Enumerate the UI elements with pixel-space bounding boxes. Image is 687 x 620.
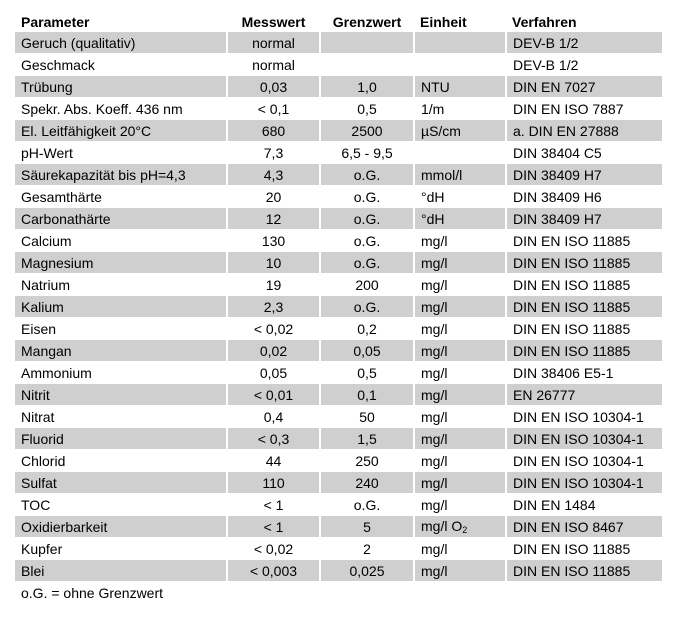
table-row	[15, 274, 662, 296]
cell-grenzwert	[320, 274, 414, 296]
cell-messwert-text: normal	[252, 34, 295, 51]
cell-parameter-text: Kupfer	[21, 540, 63, 557]
table-row	[15, 142, 662, 164]
cell-grenzwert	[320, 186, 414, 208]
cell-messwert	[227, 142, 320, 164]
cell-messwert-text: 0,4	[263, 408, 284, 425]
cell-verfahren	[506, 164, 662, 186]
cell-messwert-text: 12	[265, 210, 282, 227]
cell-messwert-text: 44	[265, 452, 282, 469]
cell-messwert-text: < 0,02	[253, 320, 294, 337]
cell-parameter	[15, 32, 227, 54]
cell-verfahren	[506, 538, 662, 560]
cell-parameter-text: Natrium	[21, 276, 71, 293]
cell-einheit-text: mg/l	[421, 364, 448, 381]
cell-einheit	[414, 494, 506, 516]
table-row	[15, 472, 662, 494]
cell-messwert-text: 2,3	[263, 298, 284, 315]
cell-parameter	[15, 120, 227, 142]
table-row	[15, 32, 662, 54]
cell-verfahren	[506, 296, 662, 318]
cell-grenzwert	[320, 384, 414, 406]
cell-messwert	[227, 450, 320, 472]
cell-grenzwert-text: 50	[359, 408, 375, 425]
cell-einheit	[414, 560, 506, 582]
cell-einheit	[414, 142, 506, 164]
cell-parameter-text: Chlorid	[21, 452, 66, 469]
header-messwert: Messwert	[227, 11, 320, 32]
cell-einheit-text: mg/l	[421, 254, 448, 271]
cell-verfahren	[506, 406, 662, 428]
cell-einheit	[414, 384, 506, 406]
cell-parameter-text: Calcium	[21, 232, 72, 249]
cell-parameter	[15, 274, 227, 296]
cell-verfahren-text: DIN EN ISO 11885	[513, 562, 631, 579]
cell-messwert-text: < 1	[263, 518, 284, 535]
cell-grenzwert-text: 240	[355, 474, 379, 491]
header-verfahren: Verfahren	[506, 11, 662, 32]
cell-parameter	[15, 164, 227, 186]
cell-parameter-text: Gesamthärte	[21, 188, 102, 205]
cell-einheit-text: °dH	[421, 210, 445, 227]
cell-einheit	[414, 428, 506, 450]
cell-messwert	[227, 120, 320, 142]
cell-verfahren-text: DIN EN ISO 7887	[513, 100, 624, 117]
cell-messwert	[227, 76, 320, 98]
cell-einheit	[414, 32, 506, 54]
cell-verfahren-text: DIN 38404 C5	[513, 144, 602, 161]
cell-grenzwert-text: o.G.	[353, 254, 381, 271]
footnote-row	[15, 582, 662, 604]
cell-parameter	[15, 384, 227, 406]
cell-verfahren	[506, 142, 662, 164]
cell-grenzwert-text: 200	[355, 276, 379, 293]
cell-einheit-text: °dH	[421, 188, 445, 205]
cell-parameter-text: TOC	[21, 496, 51, 513]
cell-verfahren-text: DIN EN ISO 11885	[513, 540, 631, 557]
cell-parameter-text: Ammonium	[21, 364, 92, 381]
footnote-empty-cell	[414, 582, 506, 604]
cell-parameter-text: El. Leitfähigkeit 20°C	[21, 122, 152, 139]
table-row	[15, 538, 662, 560]
cell-messwert-text: < 0,3	[257, 430, 290, 447]
cell-einheit	[414, 362, 506, 384]
cell-parameter-text: Geruch (qualitativ)	[21, 34, 136, 51]
cell-verfahren-text: DIN 38406 E5-1	[513, 364, 614, 381]
cell-grenzwert-text: o.G.	[353, 496, 381, 513]
cell-einheit-text: mg/l	[421, 320, 448, 337]
cell-grenzwert-text: o.G.	[353, 232, 381, 249]
table-row	[15, 494, 662, 516]
cell-parameter	[15, 318, 227, 340]
cell-messwert	[227, 560, 320, 582]
cell-messwert	[227, 538, 320, 560]
cell-parameter-text: Magnesium	[21, 254, 94, 271]
cell-verfahren	[506, 208, 662, 230]
cell-parameter-text: Mangan	[21, 342, 72, 359]
table-row	[15, 252, 662, 274]
cell-einheit-text: mg/l	[421, 496, 448, 513]
table-row	[15, 340, 662, 362]
cell-grenzwert-text: 0,5	[357, 364, 377, 381]
cell-verfahren-text: DIN EN ISO 11885	[513, 320, 631, 337]
header-einheit: Einheit	[414, 11, 506, 32]
cell-grenzwert	[320, 340, 414, 362]
cell-messwert-text: < 0,003	[249, 562, 298, 579]
cell-grenzwert	[320, 208, 414, 230]
cell-einheit	[414, 230, 506, 252]
cell-einheit	[414, 76, 506, 98]
cell-messwert	[227, 186, 320, 208]
water-analysis-table-container	[15, 11, 662, 604]
cell-verfahren	[506, 32, 662, 54]
table-row	[15, 384, 662, 406]
cell-einheit-text: mg/l	[421, 276, 448, 293]
cell-verfahren	[506, 252, 662, 274]
cell-grenzwert	[320, 472, 414, 494]
cell-verfahren-text: DIN 38409 H7	[513, 166, 602, 183]
cell-parameter	[15, 296, 227, 318]
cell-messwert	[227, 54, 320, 76]
cell-verfahren-text: DIN 38409 H6	[513, 188, 602, 205]
cell-einheit-subscript: 2	[462, 525, 468, 535]
cell-verfahren	[506, 274, 662, 296]
cell-einheit	[414, 318, 506, 340]
cell-verfahren-text: DEV-B 1/2	[513, 34, 579, 51]
cell-einheit	[414, 450, 506, 472]
cell-messwert-text: < 1	[263, 496, 284, 513]
cell-verfahren	[506, 384, 662, 406]
table-body	[15, 32, 662, 582]
cell-verfahren-text: DIN EN ISO 11885	[513, 254, 631, 271]
cell-parameter	[15, 142, 227, 164]
cell-grenzwert-text: 0,2	[357, 320, 377, 337]
cell-einheit	[414, 472, 506, 494]
cell-messwert	[227, 32, 320, 54]
cell-einheit	[414, 120, 506, 142]
cell-messwert-text: 10	[265, 254, 282, 271]
cell-parameter	[15, 230, 227, 252]
cell-verfahren-text: DEV-B 1/2	[513, 56, 579, 73]
cell-verfahren	[506, 494, 662, 516]
table-row	[15, 230, 662, 252]
cell-grenzwert-text: 2	[363, 540, 371, 557]
cell-einheit-text: mg/l	[421, 342, 448, 359]
cell-verfahren-text: DIN EN ISO 11885	[513, 232, 631, 249]
cell-verfahren	[506, 76, 662, 98]
cell-einheit-text: mg/l	[421, 430, 448, 447]
cell-parameter	[15, 450, 227, 472]
footnote-empty-cell	[227, 582, 320, 604]
cell-verfahren-text: a. DIN EN 27888	[513, 122, 619, 139]
cell-verfahren	[506, 120, 662, 142]
cell-einheit	[414, 538, 506, 560]
cell-messwert-text: < 0,01	[253, 386, 294, 403]
table-row	[15, 76, 662, 98]
cell-parameter	[15, 208, 227, 230]
cell-parameter	[15, 54, 227, 76]
cell-einheit-text: mg/l	[421, 298, 448, 315]
cell-messwert	[227, 340, 320, 362]
cell-grenzwert-text: o.G.	[353, 210, 381, 227]
cell-grenzwert-text: 6,5 - 9,5	[341, 144, 393, 161]
cell-parameter	[15, 560, 227, 582]
cell-parameter-text: Sulfat	[21, 474, 57, 491]
cell-verfahren	[506, 362, 662, 384]
cell-parameter	[15, 494, 227, 516]
cell-einheit-text: mg/l	[421, 452, 448, 469]
cell-verfahren-text: EN 26777	[513, 386, 576, 403]
cell-parameter-text: Spekr. Abs. Koeff. 436 nm	[21, 100, 183, 117]
cell-einheit	[414, 296, 506, 318]
footnote-empty-cell	[320, 582, 414, 604]
water-analysis-table	[15, 11, 662, 604]
cell-verfahren	[506, 340, 662, 362]
table-row	[15, 54, 662, 76]
cell-einheit-text: mg/l	[421, 386, 448, 403]
cell-messwert	[227, 472, 320, 494]
cell-messwert-text: < 0,1	[257, 100, 290, 117]
table-row	[15, 362, 662, 384]
cell-grenzwert-text: 1,5	[357, 430, 377, 447]
cell-verfahren	[506, 516, 662, 538]
cell-parameter	[15, 362, 227, 384]
cell-verfahren	[506, 428, 662, 450]
cell-messwert-text: 7,3	[263, 144, 284, 161]
header-parameter: Parameter	[15, 11, 227, 32]
cell-einheit	[414, 406, 506, 428]
cell-grenzwert-text: 250	[355, 452, 379, 469]
cell-einheit	[414, 186, 506, 208]
cell-grenzwert-text: 1,0	[357, 78, 377, 95]
cell-grenzwert-text: o.G.	[353, 188, 381, 205]
cell-grenzwert-text: 0,5	[357, 100, 377, 117]
cell-einheit	[414, 98, 506, 120]
cell-grenzwert	[320, 76, 414, 98]
cell-verfahren-text: DIN EN 7027	[513, 78, 596, 95]
table-row	[15, 120, 662, 142]
cell-verfahren	[506, 560, 662, 582]
cell-grenzwert	[320, 230, 414, 252]
cell-messwert-text: 4,3	[263, 166, 284, 183]
cell-verfahren-text: DIN EN 1484	[513, 496, 596, 513]
cell-grenzwert-text: 5	[363, 518, 371, 535]
cell-verfahren	[506, 450, 662, 472]
cell-grenzwert-text: 0,1	[357, 386, 377, 403]
cell-parameter-text: Trübung	[21, 78, 73, 95]
footnote: o.G. = ohne Grenzwert	[15, 582, 227, 604]
table-row	[15, 164, 662, 186]
cell-grenzwert	[320, 318, 414, 340]
cell-messwert-text: 20	[265, 188, 282, 205]
cell-messwert-text: 0,02	[259, 342, 288, 359]
cell-parameter-text: Carbonathärte	[21, 210, 111, 227]
cell-verfahren-text: DIN EN ISO 10304-1	[513, 430, 644, 447]
cell-einheit	[414, 164, 506, 186]
cell-parameter-text: Blei	[21, 562, 45, 579]
cell-grenzwert	[320, 538, 414, 560]
cell-parameter	[15, 98, 227, 120]
cell-grenzwert	[320, 120, 414, 142]
table-row	[15, 560, 662, 582]
cell-grenzwert-text: 2500	[351, 122, 383, 139]
cell-einheit	[414, 54, 506, 76]
cell-parameter-text: Fluorid	[21, 430, 64, 447]
cell-verfahren	[506, 186, 662, 208]
cell-einheit-text: mg/l	[421, 562, 448, 579]
cell-verfahren	[506, 472, 662, 494]
header-grenzwert: Grenzwert	[320, 11, 414, 32]
cell-grenzwert	[320, 516, 414, 538]
cell-grenzwert	[320, 142, 414, 164]
cell-messwert	[227, 428, 320, 450]
cell-messwert	[227, 362, 320, 384]
cell-messwert	[227, 494, 320, 516]
cell-einheit-text: mg/l	[421, 408, 448, 425]
cell-messwert-text: 0,03	[259, 78, 288, 95]
cell-einheit-text: NTU	[421, 78, 450, 95]
table-row	[15, 318, 662, 340]
cell-grenzwert	[320, 362, 414, 384]
cell-grenzwert	[320, 560, 414, 582]
cell-parameter-text: Säurekapazität bis pH=4,3	[21, 166, 186, 183]
cell-grenzwert	[320, 252, 414, 274]
cell-messwert-text: 130	[261, 232, 286, 249]
cell-parameter-text: pH-Wert	[21, 144, 73, 161]
footnote-empty-cell	[506, 582, 662, 604]
cell-parameter-text: Nitrat	[21, 408, 55, 425]
header-row	[15, 11, 662, 32]
cell-einheit	[414, 208, 506, 230]
cell-grenzwert	[320, 164, 414, 186]
cell-einheit	[414, 340, 506, 362]
table-row	[15, 208, 662, 230]
cell-grenzwert	[320, 98, 414, 120]
cell-grenzwert	[320, 428, 414, 450]
cell-grenzwert-text: o.G.	[353, 298, 381, 315]
cell-messwert-text: 19	[265, 276, 282, 293]
cell-grenzwert-text: 0,025	[349, 562, 385, 579]
cell-einheit-text: mmol/l	[421, 166, 463, 183]
cell-einheit-text: mg/l O	[421, 518, 463, 534]
cell-verfahren	[506, 318, 662, 340]
cell-verfahren-text: DIN EN ISO 10304-1	[513, 408, 644, 425]
cell-verfahren-text: DIN EN ISO 10304-1	[513, 452, 644, 469]
cell-grenzwert-text: o.G.	[353, 166, 381, 183]
cell-parameter	[15, 472, 227, 494]
cell-grenzwert	[320, 296, 414, 318]
cell-parameter	[15, 406, 227, 428]
cell-parameter	[15, 186, 227, 208]
cell-parameter-text: Geschmack	[21, 56, 95, 73]
table-row	[15, 406, 662, 428]
table-row	[15, 98, 662, 120]
cell-verfahren-text: DIN EN ISO 11885	[513, 342, 631, 359]
cell-parameter	[15, 340, 227, 362]
cell-messwert	[227, 318, 320, 340]
cell-messwert-text: < 0,02	[253, 540, 294, 557]
cell-verfahren	[506, 98, 662, 120]
cell-parameter-text: Nitrit	[21, 386, 50, 403]
table-row	[15, 296, 662, 318]
cell-grenzwert	[320, 406, 414, 428]
cell-parameter-text: Eisen	[21, 320, 57, 337]
cell-einheit-text: 1/m	[421, 100, 445, 117]
cell-verfahren	[506, 230, 662, 252]
cell-messwert-text: normal	[252, 56, 295, 73]
table-row	[15, 450, 662, 472]
cell-parameter	[15, 428, 227, 450]
table-row	[15, 428, 662, 450]
cell-messwert	[227, 208, 320, 230]
cell-messwert	[227, 252, 320, 274]
cell-parameter	[15, 76, 227, 98]
cell-einheit-text: µS/cm	[421, 122, 461, 139]
cell-messwert	[227, 516, 320, 538]
cell-verfahren	[506, 54, 662, 76]
cell-messwert	[227, 230, 320, 252]
cell-grenzwert	[320, 54, 414, 76]
cell-einheit-text: mg/l	[421, 540, 448, 557]
cell-parameter	[15, 516, 227, 538]
cell-parameter	[15, 538, 227, 560]
cell-verfahren-text: DIN EN ISO 10304-1	[513, 474, 644, 491]
cell-messwert	[227, 296, 320, 318]
cell-grenzwert	[320, 494, 414, 516]
cell-messwert	[227, 384, 320, 406]
cell-messwert-text: 110	[262, 474, 285, 491]
cell-einheit	[414, 252, 506, 274]
cell-messwert	[227, 274, 320, 296]
cell-einheit	[414, 274, 506, 296]
cell-messwert	[227, 406, 320, 428]
cell-einheit-text: mg/l	[421, 474, 448, 491]
cell-messwert-text: 0,05	[259, 364, 288, 381]
cell-grenzwert	[320, 32, 414, 54]
cell-parameter	[15, 252, 227, 274]
cell-parameter-text: Oxidierbarkeit	[21, 518, 108, 535]
cell-messwert	[227, 164, 320, 186]
cell-messwert	[227, 98, 320, 120]
cell-verfahren-text: DIN EN ISO 11885	[513, 298, 631, 315]
cell-grenzwert	[320, 450, 414, 472]
table-row	[15, 516, 662, 538]
cell-verfahren-text: DIN 38409 H7	[513, 210, 602, 227]
cell-einheit-text: mg/l	[421, 232, 448, 249]
cell-parameter-text: Kalium	[21, 298, 64, 315]
cell-einheit	[414, 516, 506, 538]
cell-verfahren-text: DIN EN ISO 8467	[513, 518, 624, 535]
table-row	[15, 186, 662, 208]
cell-verfahren-text: DIN EN ISO 11885	[513, 276, 631, 293]
cell-messwert-text: 680	[261, 122, 286, 139]
cell-grenzwert-text: 0,05	[353, 342, 381, 359]
